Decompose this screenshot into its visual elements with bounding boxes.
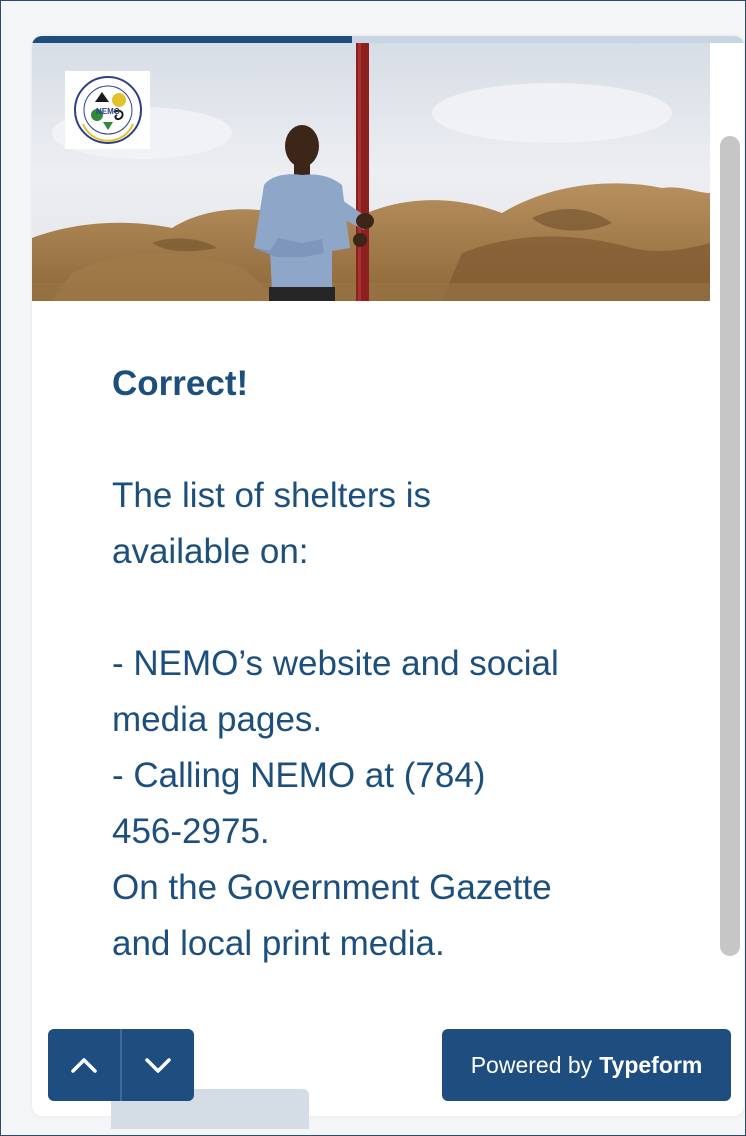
intro-line: The list of shelters is bbox=[112, 476, 431, 515]
info-line: and local print media. bbox=[112, 924, 445, 963]
answer-content bbox=[112, 356, 672, 972]
progress-bar-fill bbox=[32, 36, 352, 43]
question-navigation bbox=[48, 1029, 194, 1101]
logo-text-center: NEMO bbox=[95, 107, 120, 116]
info-line: - NEMO’s website and social bbox=[112, 644, 559, 683]
nemo-logo bbox=[65, 71, 150, 149]
info-line: 456-2975. bbox=[112, 812, 270, 851]
info-line: On the Government Gazette bbox=[112, 868, 552, 907]
hero-image bbox=[32, 43, 710, 301]
result-heading: Correct! bbox=[112, 364, 249, 403]
previous-question-button[interactable] bbox=[48, 1029, 120, 1101]
info-line: - Calling NEMO at (784) bbox=[112, 756, 486, 795]
scrollbar-thumb[interactable] bbox=[720, 136, 740, 956]
form-card bbox=[32, 36, 744, 1116]
powered-by-label: Powered by bbox=[470, 1051, 593, 1078]
typeform-brand: Typeform bbox=[599, 1051, 703, 1078]
chevron-up-icon bbox=[70, 1056, 98, 1074]
progress-bar bbox=[32, 36, 744, 43]
info-line: media pages. bbox=[112, 700, 323, 739]
powered-by-typeform-button[interactable] bbox=[442, 1029, 731, 1101]
intro-line: available on: bbox=[112, 532, 309, 571]
chevron-down-icon bbox=[144, 1056, 172, 1074]
next-question-button[interactable] bbox=[122, 1029, 194, 1101]
